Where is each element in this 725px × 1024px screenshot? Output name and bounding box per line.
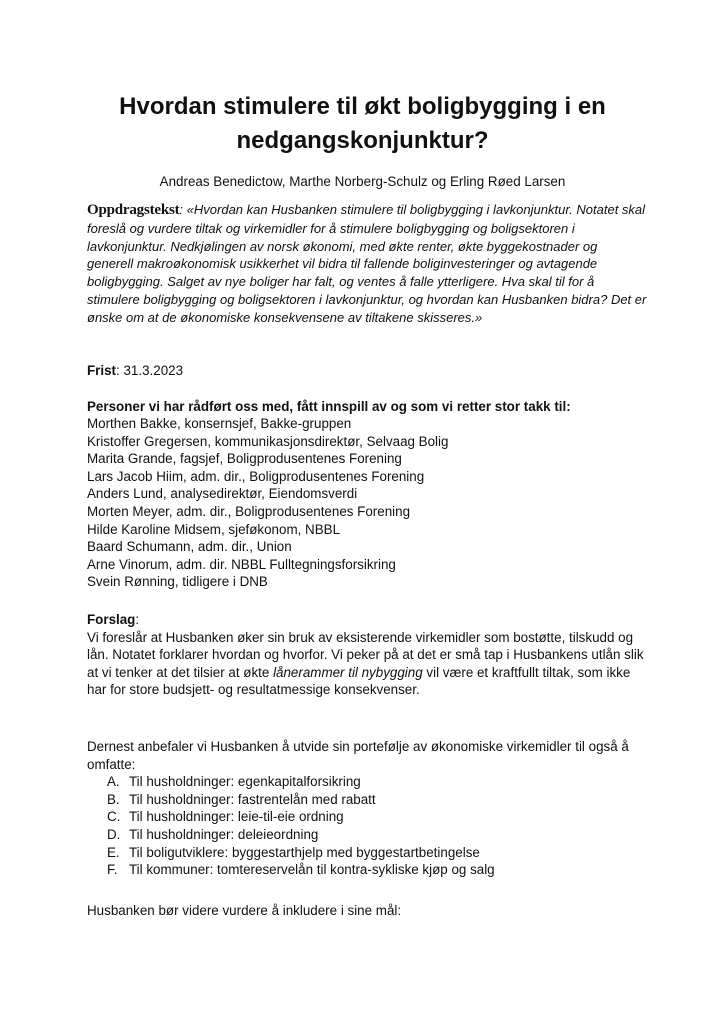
person-item: Baard Schumann, adm. dir., Union <box>87 539 292 555</box>
proposal-text <box>87 629 647 699</box>
proposal-text-before: Vi foreslår at Husbanken øker sin bruk av eksisterende virkemidler som bostøtte, tilskudd og lån. Notatet forklarer hvordan og hvorfor. Vi peker på at det er små tap i Husbankens utlån slik at vi tenker at det tilsier at økte <box>87 629 644 680</box>
item-letter: A. <box>107 774 120 790</box>
recommendation-list <box>87 773 647 879</box>
proposal-text-after: vil være et kraftfullt tiltak, som ikke har for store budsjett- og resultatmessige konsekvenser. <box>87 664 631 698</box>
assignment-text: «Hvordan kan Husbanken stimulere til boligbygging i lavkonjunktur. Notatet skal foreslå og vurdere tiltak og virkemidler for å stimulere boligbygging og boligsektoren i lavkonjunktur. Nedkjølingen av norsk økonomi, med økte renter, økte byggekostnader og generell makroøkonomisk usikkerhet vil bidra til fallende boliginvesteringer og avtagende boligbygging. Salget av nye boliger har falt, og ventes å falle ytterligere. Hva skal til for å stimulere boligbygging og boligsektoren i lavkonjunktur, og hvordan kan Husbanken bidra? Det er ønske om at de økonomiske konsekvensene av tiltakene skisseres.» <box>87 202 647 325</box>
item-text: Til husholdninger: deleieordning <box>129 826 319 842</box>
item-letter: D. <box>107 826 121 842</box>
recommendation-item <box>107 791 647 809</box>
authors-line: Andreas Benedictow, Marthe Norberg-Schulz og Erling Røed Larsen <box>159 174 566 189</box>
recommendation-item <box>107 861 647 879</box>
person-item: Marita Grande, fagsjef, Boligprodusentenes Forening <box>87 451 402 467</box>
deadline-line <box>87 362 647 380</box>
person-item: Anders Lund, analysedirektør, Eiendomsverdi <box>87 486 358 502</box>
item-letter: C. <box>107 809 121 825</box>
item-letter: F. <box>107 862 118 878</box>
recommendation-item <box>107 844 647 862</box>
person-item: Arne Vinorum, adm. dir. NBBL Fulltegningsforsikring <box>87 556 396 572</box>
item-text: Til husholdninger: leie-til-eie ordning <box>129 809 344 825</box>
recommendation-item <box>107 773 647 791</box>
person-item: Hilde Karoline Midsem, sjeføkonom, NBBL <box>87 521 341 537</box>
deadline-value: : 31.3.2023 <box>116 363 184 378</box>
proposal-section <box>87 611 647 699</box>
item-text: Til boligutviklere: byggestarthjelp med byggestartbetingelse <box>129 844 480 860</box>
person-item: Morthen Bakke, konsernsjef, Bakke-gruppen <box>87 416 352 431</box>
item-text: Til husholdninger: egenkapitalforsikring <box>129 774 361 790</box>
assignment-label: Oppdragstekst <box>87 202 180 218</box>
deadline-label: Frist <box>87 363 117 378</box>
recommendation-intro: Dernest anbefaler vi Husbanken å utvide sin portefølje av økonomiske virkemidler til også å omfatte: <box>87 739 629 772</box>
recommendation-section <box>87 738 647 879</box>
proposal-text-italic: lånerammer til nybygging <box>273 664 423 680</box>
proposal-heading <box>87 611 647 629</box>
item-text: Til husholdninger: fastrentelån med rabatt <box>129 791 376 807</box>
person-item: Morten Meyer, adm. dir., Boligprodusentenes Forening <box>87 503 411 519</box>
persons-heading: Personer vi har rådført oss med, fått innspill av og som vi retter stor takk til: <box>87 399 571 414</box>
recommendation-item <box>107 826 647 844</box>
person-item: Kristoffer Gregersen, kommunikasjonsdirektør, Selvaag Bolig <box>87 433 449 449</box>
item-letter: E. <box>107 844 120 860</box>
final-line: Husbanken bør videre vurdere å inkludere i sine mål: <box>87 903 402 918</box>
assignment-paragraph <box>87 201 647 327</box>
person-item: Svein Rønning, tidligere i DNB <box>87 574 268 590</box>
item-letter: B. <box>107 791 120 807</box>
person-item: Lars Jacob Hiim, adm. dir., Boligprodusentenes Forening <box>87 468 425 484</box>
document-title: Hvordan stimulere til økt boligbygging i en nedgangskonjunktur? <box>119 93 606 154</box>
proposal-colon: : <box>135 612 140 627</box>
item-text: Til kommuner: tomtereservelån til kontra-sykliske kjøp og salg <box>129 862 495 878</box>
proposal-label: Forslag <box>87 612 136 627</box>
recommendation-item <box>107 808 647 826</box>
assignment-separator: : <box>179 202 187 217</box>
persons-list <box>87 415 647 591</box>
